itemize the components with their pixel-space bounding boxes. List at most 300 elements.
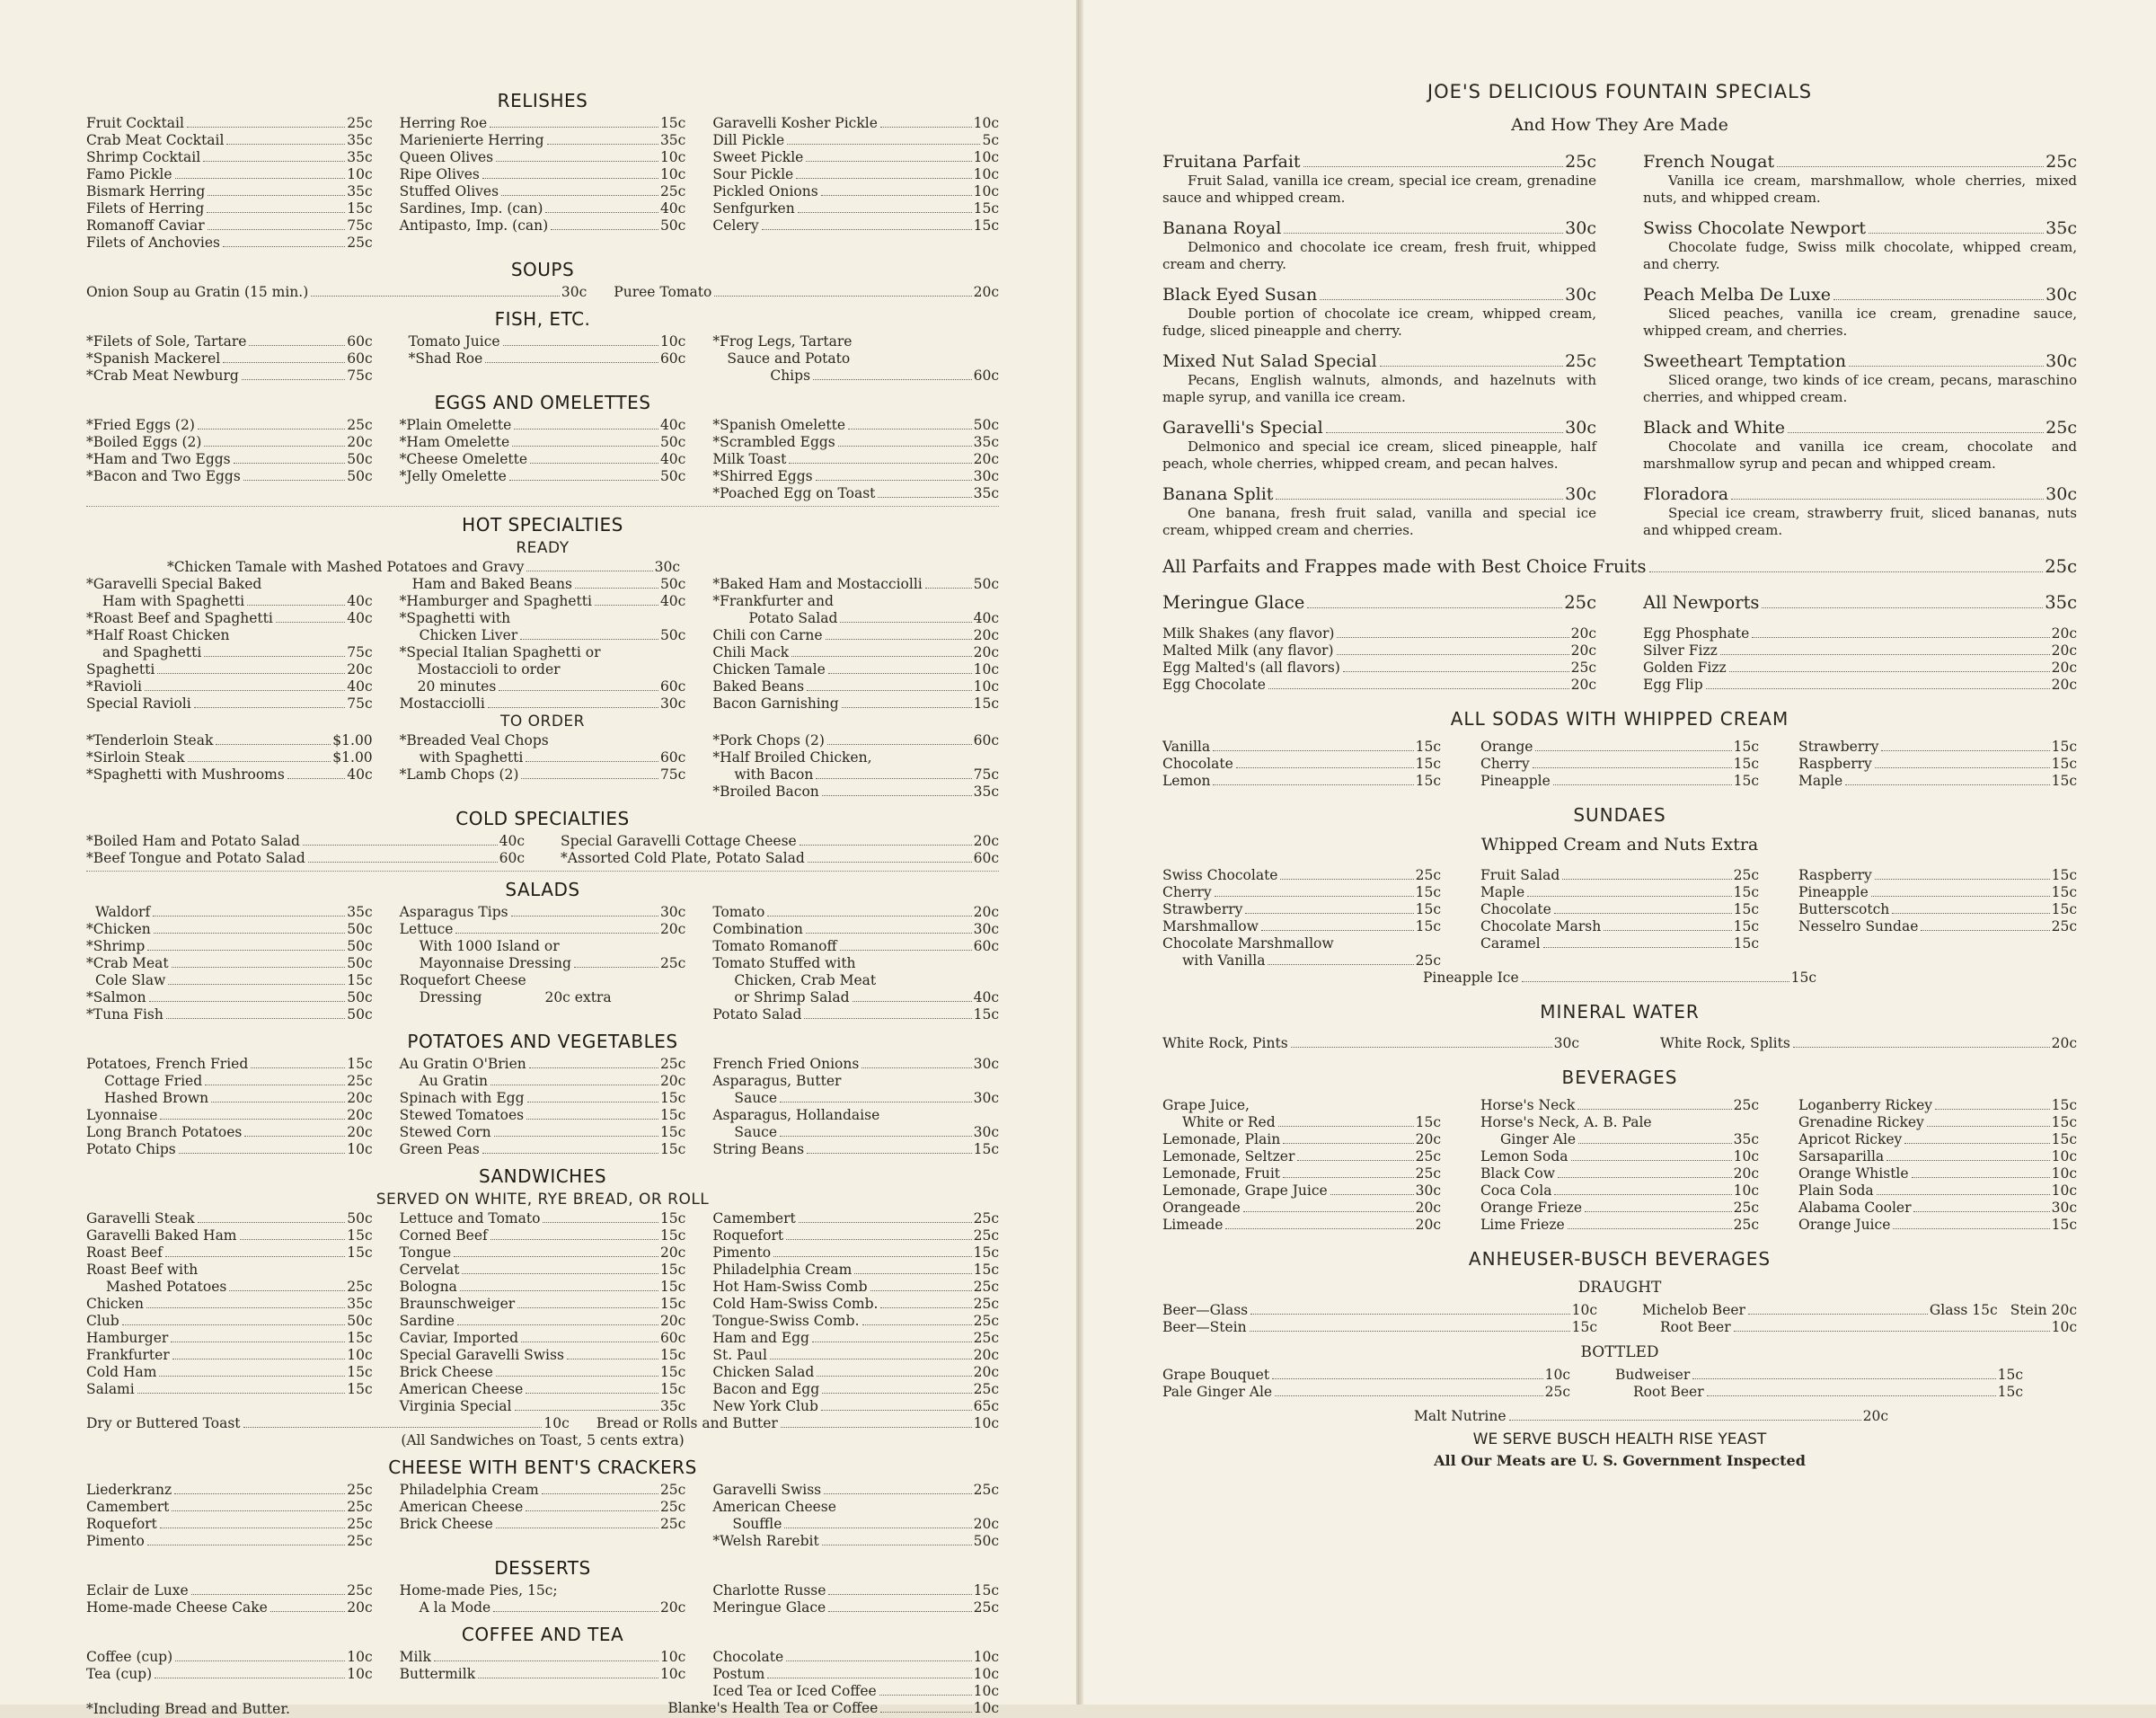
item-price: 10c: [973, 1649, 1000, 1665]
dot-leader: [817, 1376, 971, 1377]
item-name: Black Cow: [1480, 1165, 1556, 1182]
item-price: 20c: [347, 1599, 373, 1616]
item-name: Lime Frieze: [1480, 1217, 1565, 1233]
menu-item: [712, 1279, 999, 1296]
dot-leader: [488, 707, 658, 708]
item-price: 30c: [973, 1056, 1000, 1072]
dot-leader: [1278, 1126, 1414, 1127]
menu-item: [712, 921, 999, 938]
menu-columns: [86, 417, 999, 502]
dot-leader: [1283, 1177, 1414, 1178]
item-name: Pineapple: [1480, 773, 1551, 789]
menu-item: [400, 904, 686, 921]
dot-leader: [1261, 930, 1414, 931]
item-price: 20c: [347, 434, 373, 450]
menu-item: [712, 200, 999, 217]
menu-item: [712, 732, 999, 749]
menu-columns: [86, 732, 999, 801]
dot-leader: [154, 933, 345, 934]
menu-item: [1480, 756, 1759, 773]
item-price: 30c: [654, 559, 680, 575]
dot-leader: [781, 1427, 972, 1428]
item-price: 35c: [973, 485, 1000, 501]
item-name: Camembert: [712, 1210, 796, 1227]
menu-item: [400, 955, 686, 972]
item-name: Roquefort: [712, 1227, 784, 1244]
item-price: 75c: [973, 766, 1000, 783]
dot-leader: [501, 195, 658, 196]
dot-leader: [828, 1611, 971, 1612]
menu-line: Sauce and Potato: [727, 350, 851, 367]
item-name: *Roast Beef and Spaghetti: [86, 610, 273, 626]
item-name: All Newports: [1643, 592, 1760, 613]
menu-column: [596, 1415, 999, 1432]
menu-columns: [86, 576, 999, 713]
menu-item: [1162, 1367, 1570, 1384]
item-name: Pineapple: [1798, 884, 1869, 900]
item-name: Milk Toast: [712, 451, 787, 467]
item-name: Roquefort: [86, 1516, 157, 1532]
menu-column: [1162, 1097, 1441, 1234]
dot-leader: [1297, 1160, 1413, 1161]
menu-item: [1642, 1302, 2077, 1319]
menu-item: [712, 368, 999, 385]
menu-right-page: [1083, 0, 2156, 1705]
item-name: Marienierte Herring: [399, 132, 544, 148]
fountain-special: [1643, 417, 2077, 473]
item-price: 25c: [1733, 1217, 1759, 1233]
item-name: Au Gratin O'Brien: [399, 1056, 526, 1072]
menu-column: [400, 1649, 686, 1717]
item-price: 15c: [973, 695, 1000, 712]
fountain-special: [1162, 483, 1596, 539]
menu-item: [400, 1666, 686, 1683]
item-price: 60c: [973, 732, 1000, 748]
item-name: Sauce: [734, 1124, 778, 1140]
menu-item: [1162, 1182, 1441, 1200]
dot-leader: [204, 656, 345, 657]
item-price: 25c: [347, 1499, 373, 1515]
item-price: 60c: [973, 938, 1000, 954]
item-price: 20c: [659, 1313, 686, 1329]
item-name: Camembert: [86, 1499, 170, 1515]
item-price: 25c: [973, 1381, 1000, 1397]
item-name: Egg Flip: [1643, 677, 1703, 693]
menu-item: [400, 1210, 686, 1227]
dot-leader: [208, 195, 345, 196]
item-name: Chips: [770, 368, 811, 384]
dot-leader: [816, 480, 972, 481]
menu-item: [1798, 1200, 2077, 1217]
item-price: 25c: [973, 1330, 1000, 1346]
item-price: 20c: [659, 921, 686, 937]
soups-row: [86, 284, 999, 301]
item-price: 25c: [1544, 1384, 1570, 1400]
menu-column: [712, 115, 999, 252]
item-name: Cottage Fried: [104, 1073, 203, 1089]
menu-line: Tomato Stuffed with: [712, 955, 856, 971]
menu-item: [712, 1141, 999, 1158]
dot-leader: [482, 1153, 658, 1154]
dot-leader: [804, 1018, 971, 1019]
menu-line: *Half Broiled Chicken,: [712, 749, 872, 766]
dot-leader: [806, 933, 972, 934]
item-name: Mashed Potatoes: [106, 1279, 227, 1295]
item-price: 25c: [659, 1499, 686, 1515]
menu-item: [1643, 350, 2077, 372]
dot-leader: [1913, 1211, 2049, 1212]
menu-column: [712, 904, 999, 1023]
item-price: 15c: [2051, 884, 2077, 900]
menu-item: [86, 749, 373, 766]
menu-item: [712, 468, 999, 485]
dot-leader: [1283, 1143, 1413, 1144]
dot-leader: [308, 862, 498, 863]
dot-leader: [543, 1222, 658, 1223]
item-price: 15c: [1733, 901, 1759, 917]
item-price: 60c: [659, 1330, 686, 1346]
menu-item: [712, 1533, 999, 1550]
item-name: Shrimp Cocktail: [86, 149, 201, 165]
dot-leader: [526, 1510, 658, 1511]
menu-item: [1480, 1165, 1759, 1182]
item-name: Banana Split: [1162, 484, 1274, 504]
item-price: 10c: [347, 1649, 373, 1665]
menu-item: [1798, 884, 2077, 901]
item-price: 20c: [347, 1107, 373, 1123]
item-name: Loganberry Rickey: [1798, 1097, 1932, 1113]
menu-item: [712, 1364, 999, 1381]
item-price: 15c: [2051, 1131, 2077, 1147]
item-name: *Bacon and Two Eggs: [86, 468, 241, 484]
item-name: Spaghetti: [86, 661, 155, 677]
item-name: *Boiled Eggs (2): [86, 434, 202, 450]
menu-item: [86, 417, 373, 434]
menu-line: Asparagus, Butter: [712, 1073, 842, 1089]
menu-item: [1643, 677, 2077, 694]
item-name: Baked Beans: [712, 678, 805, 695]
parfaits-row: [1162, 555, 2077, 579]
dot-leader: [1320, 299, 1563, 300]
item-price: 30c: [659, 695, 686, 712]
menu-columns: [1162, 1035, 2077, 1052]
menu-item: [86, 1415, 570, 1432]
item-price: 30c: [1565, 218, 1596, 238]
dot-leader: [482, 178, 658, 179]
menu-column: [400, 732, 686, 801]
menu-item: [1798, 773, 2077, 790]
item-price: 75c: [347, 217, 373, 234]
dot-leader: [828, 1594, 971, 1595]
fountain-special: [1162, 350, 1596, 406]
item-price: 60c: [659, 678, 686, 695]
item-name: Lemonade, Fruit: [1162, 1165, 1281, 1182]
item-name: Potato Salad: [748, 610, 838, 626]
item-name: Mostacciolli: [399, 695, 485, 712]
item-name: Lemonade, Seltzer: [1162, 1148, 1295, 1165]
item-price: 15c: [2051, 901, 2077, 917]
dot-leader: [1752, 637, 2049, 638]
menu-item: [86, 559, 999, 576]
item-price: 40c: [347, 593, 373, 609]
item-name: Chili con Carne: [712, 627, 823, 643]
item-name: Tomato: [712, 904, 765, 920]
item-name: *Spaghetti with Mushrooms: [86, 766, 285, 783]
dot-leader: [179, 1153, 345, 1154]
menu-item: [1480, 773, 1759, 790]
dot-leader: [786, 1239, 971, 1240]
item-price: 15c: [1571, 1319, 1597, 1335]
menu-item: [400, 200, 686, 217]
item-price: 10c: [347, 1141, 373, 1157]
item-name: Malted Milk (any flavor): [1162, 642, 1334, 659]
item-name: Ham with Spaghetti: [102, 593, 245, 609]
item-name: Club: [86, 1313, 119, 1329]
item-name: *Pork Chops (2): [712, 732, 825, 748]
menu-item: [400, 593, 686, 610]
menu-item: [561, 850, 999, 867]
dot-leader: [211, 1102, 345, 1103]
menu-left-page: [0, 0, 1078, 1717]
item-name: *Filets of Sole, Tartare: [86, 333, 247, 350]
menu-item: [86, 1090, 373, 1107]
item-name: Lemonade, Plain: [1162, 1131, 1281, 1147]
menu-item: [1643, 151, 2077, 173]
dot-leader: [485, 362, 658, 363]
item-name: Milk Shakes (any flavor): [1162, 625, 1335, 642]
dot-leader: [879, 1695, 972, 1696]
dot-leader: [490, 1239, 658, 1240]
item-price: 15c: [1997, 1367, 2023, 1383]
dot-leader: [1578, 1143, 1732, 1144]
dot-leader: [216, 744, 331, 745]
item-name: Sweet Pickle: [712, 149, 804, 165]
menu-item: [1798, 1097, 2077, 1114]
item-price: 25c: [1565, 351, 1596, 371]
item-price: 50c: [347, 1006, 373, 1023]
dot-leader: [796, 178, 971, 179]
item-name: Chicken Liver: [419, 627, 518, 643]
dot-leader: [1604, 930, 1731, 931]
item-name: Michelob Beer: [1642, 1302, 1745, 1318]
dot-leader: [1275, 1395, 1542, 1396]
menu-item: [86, 333, 373, 350]
item-price: 25c: [347, 115, 373, 131]
menu-item: [400, 1398, 686, 1415]
menu-line: [400, 989, 686, 1006]
item-price: 25c: [659, 955, 686, 971]
dot-leader: [243, 480, 345, 481]
item-name: Beer—Stein: [1162, 1319, 1247, 1335]
menu-item: [1480, 918, 1759, 935]
item-name: Buttermilk: [399, 1666, 476, 1682]
dot-leader: [853, 1001, 972, 1002]
item-name: Mayonnaise Dressing: [419, 955, 571, 971]
fountain-title: JOE'S DELICIOUS FOUNTAIN SPECIALS: [1427, 81, 1813, 102]
dot-leader: [1236, 767, 1414, 768]
dot-leader: [1337, 654, 1569, 655]
item-name: Mixed Nut Salad Special: [1162, 351, 1377, 371]
menu-item: [1162, 1131, 1441, 1148]
item-price: 15c: [659, 1381, 686, 1397]
item-price: 30c: [973, 1090, 1000, 1106]
item-price: 60c: [347, 350, 373, 367]
dot-leader: [880, 1712, 971, 1713]
menu-item: [400, 1482, 686, 1499]
dot-leader: [1562, 879, 1731, 880]
item-name: Lemon: [1162, 773, 1211, 789]
item-price: 35c: [2045, 592, 2077, 613]
dot-leader: [925, 588, 972, 589]
item-price: 25c: [1733, 1200, 1759, 1216]
item-name: Fruit Cocktail: [86, 115, 184, 131]
menu-item: [86, 1073, 373, 1090]
item-name: and Spaghetti: [102, 644, 202, 660]
dot-leader: [1734, 1331, 2050, 1332]
menu-line: Chicken, Crab Meat: [734, 972, 877, 988]
item-price: 60c: [347, 333, 373, 350]
item-name: *Salmon: [86, 989, 146, 1005]
menu-item: [712, 1262, 999, 1279]
item-price: 25c: [1570, 660, 1596, 676]
item-price: 15c: [1415, 901, 1441, 917]
dot-leader: [821, 195, 972, 196]
item-price: 50c: [659, 468, 686, 484]
item-price: 20c: [973, 1516, 1000, 1532]
item-name: Asparagus Tips: [399, 904, 508, 920]
menu-item: [1162, 350, 1596, 372]
menu-column: [86, 333, 373, 385]
item-price: 25c: [973, 1296, 1000, 1312]
item-price: 20c: [1415, 1200, 1441, 1216]
item-price: 25c: [347, 1073, 373, 1089]
item-name: Crab Meat Cocktail: [86, 132, 225, 148]
dot-leader: [1330, 1194, 1414, 1195]
item-name: Milk: [399, 1649, 431, 1665]
menu-item: [86, 1516, 373, 1533]
dot-leader: [122, 1324, 346, 1325]
menu-column: [86, 1582, 373, 1616]
item-name: Egg Phosphate: [1643, 625, 1750, 642]
menu-column: [1162, 1035, 1579, 1052]
menu-item: [1162, 625, 1596, 642]
menu-item: [86, 661, 373, 678]
item-price: 15c: [1415, 739, 1441, 755]
menu-item: [1162, 642, 1596, 660]
item-name: Grape Bouquet: [1162, 1367, 1270, 1383]
item-name: *Hamburger and Spaghetti: [399, 593, 592, 609]
dot-leader: [251, 1067, 345, 1068]
item-price: 15c: [2051, 756, 2077, 772]
menu-item: [1480, 739, 1759, 756]
menu-item: [1480, 1217, 1759, 1234]
fountain-special: [1643, 483, 2077, 539]
menu-item: [712, 1381, 999, 1398]
special-description: Chocolate and vanilla ice cream, chocolate and marshmallow syrup and pecan and whipped cream.: [1643, 438, 2077, 472]
dot-leader: [249, 345, 345, 346]
dot-leader: [807, 690, 971, 691]
item-price: 25c: [2045, 556, 2077, 577]
menu-item: [86, 1056, 373, 1073]
menu-item: [1162, 952, 1441, 970]
menu-item: [712, 766, 999, 784]
item-name: Hamburger: [86, 1330, 169, 1346]
item-price: 35c: [347, 183, 373, 199]
item-price: 20c: [1570, 642, 1596, 659]
dot-leader: [827, 744, 972, 745]
menu-item: [1480, 867, 1759, 884]
menu-item: [86, 1313, 373, 1330]
item-price: 25c: [347, 1533, 373, 1549]
menu-columns: [1162, 1367, 2077, 1401]
item-name: *Tenderloin Steak: [86, 732, 214, 748]
item-price: 20c: [973, 451, 1000, 467]
dot-leader: [1272, 1378, 1543, 1379]
dot-leader: [137, 1393, 346, 1394]
menu-item: [86, 1107, 373, 1124]
item-price: 30c: [2046, 351, 2077, 371]
item-name: Lyonnaise: [86, 1107, 158, 1123]
item-price: 40c: [659, 417, 686, 433]
menu-item: [86, 115, 373, 132]
item-price: 15c: [973, 217, 1000, 234]
menu-columns: [1162, 739, 2077, 790]
menu-item: [712, 1056, 999, 1073]
item-price: $1.00: [332, 749, 373, 766]
menu-item: [400, 576, 686, 593]
menu-item: [400, 749, 686, 766]
item-price: 35c: [347, 1296, 373, 1312]
menu-columns: [86, 1056, 999, 1158]
item-name: Swiss Chocolate Newport: [1643, 218, 1866, 238]
dot-leader: [174, 1493, 345, 1494]
menu-item: [400, 451, 686, 468]
menu-item: [86, 1279, 373, 1296]
dot-leader: [493, 1611, 658, 1612]
item-price: 35c: [659, 1398, 686, 1414]
menu-item: [86, 850, 525, 867]
menu-item: [1162, 1217, 1441, 1234]
item-price: 15c: [2051, 1114, 2077, 1130]
dot-leader: [828, 673, 972, 674]
menu-item: [712, 1124, 999, 1141]
item-price: 25c: [347, 1279, 373, 1295]
item-price: 15c: [2051, 739, 2077, 755]
menu-item: [400, 1141, 686, 1158]
item-price: 15c: [659, 1347, 686, 1363]
item-price: 25c: [347, 1516, 373, 1532]
item-name: Bologna: [399, 1279, 457, 1295]
item-price: 10c: [973, 183, 1000, 199]
dot-leader: [762, 229, 972, 230]
menu-column: [400, 417, 686, 502]
item-name: A la Mode: [419, 1599, 491, 1616]
menu-item: [86, 1499, 373, 1516]
item-name: Chocolate: [712, 1649, 784, 1665]
menu-line: Roquefort Cheese: [399, 972, 526, 988]
fountain-subtitle: And How They Are Made: [1511, 115, 1728, 135]
item-name: Plain Soda: [1798, 1182, 1874, 1199]
item-name: Pale Ginger Ale: [1162, 1384, 1273, 1400]
menu-line: Grape Juice,: [1162, 1097, 1250, 1113]
dot-leader: [1912, 1177, 2050, 1178]
menu-item: [1162, 773, 1441, 790]
dot-leader: [191, 1594, 346, 1595]
item-name: *Assorted Cold Plate, Potato Salad: [561, 850, 805, 866]
menu-item: [86, 955, 373, 972]
menu-item: [86, 1599, 373, 1616]
item-name: Horse's Neck: [1480, 1097, 1576, 1113]
